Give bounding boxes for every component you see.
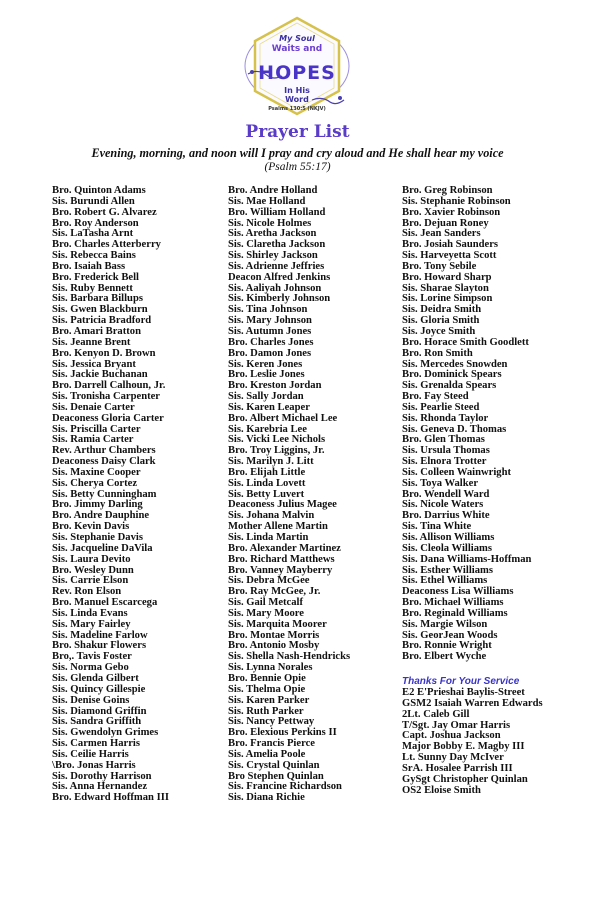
- prayer-name: Sis. Gail Metcalf: [228, 597, 304, 609]
- prayer-name: Bro. Kevin Davis: [52, 521, 130, 533]
- prayer-name: Sis. Diana Richie: [228, 792, 305, 804]
- prayer-name: Deaconess Gloria Carter: [52, 412, 164, 424]
- prayer-name: Bro. Bennie Opie: [228, 672, 306, 684]
- prayer-name: Sis. Ceilie Harris: [52, 748, 129, 760]
- prayer-name: Sis. Toya Walker: [402, 477, 479, 489]
- prayer-name: Sis. Gwen Blackburn: [52, 304, 148, 316]
- prayer-name: Sis. Maxine Cooper: [52, 466, 141, 478]
- prayer-name: Sis. Burundi Allen: [52, 195, 135, 207]
- prayer-name: Deaconess Daisy Clark: [52, 456, 156, 468]
- prayer-name: Sis. Madeline Farlow: [52, 629, 148, 641]
- prayer-name: Bro. Jimmy Darling: [52, 499, 143, 511]
- prayer-name: Sis. Nicole Waters: [402, 499, 484, 511]
- prayer-name: Sis. Adrienne Jeffries: [228, 260, 325, 272]
- prayer-name: Bro. Michael Williams: [402, 597, 504, 609]
- service-member: T/Sgt. Jay Omar Harris: [402, 719, 511, 731]
- prayer-name: Sis. Marquita Moorer: [228, 618, 327, 630]
- prayer-name: Sis. Denaie Carter: [52, 401, 135, 413]
- prayer-name: Sis. Jean Sanders: [402, 228, 481, 240]
- prayer-list-column-1: [52, 186, 169, 804]
- prayer-name: Sis. Laura Devito: [52, 553, 131, 565]
- prayer-name: Sis. Dorothy Harrison: [52, 770, 152, 782]
- prayer-name: Sis. Tina White: [402, 521, 472, 533]
- prayer-name: Sis. Nicole Holmes: [228, 217, 312, 229]
- prayer-name: Sis. Mary Moore: [228, 607, 305, 619]
- prayer-name: Sis. Keren Jones: [228, 358, 303, 370]
- prayer-name: Bro. Greg Robinson: [402, 185, 493, 196]
- service-heading: Thanks For Your Service: [402, 676, 520, 687]
- prayer-name: Sis. Jeanne Brent: [52, 336, 131, 348]
- prayer-name: Sis. Johana Malvin: [228, 510, 315, 522]
- prayer-name: Sis. Priscilla Carter: [52, 423, 141, 435]
- prayer-name: \Bro. Jonas Harris: [52, 759, 136, 771]
- prayer-name: Sis. Francine Richardson: [228, 781, 342, 793]
- prayer-list-column-3: [402, 186, 531, 663]
- prayer-name: Sis. Stephanie Robinson: [402, 195, 511, 207]
- prayer-name: Deacon Alfred Jenkins: [228, 271, 331, 283]
- prayer-name: Sis. Rebecca Bains: [52, 250, 136, 262]
- prayer-name: Sis. Gwendolyn Grimes: [52, 727, 159, 739]
- logo-line-4: In His: [284, 86, 310, 95]
- prayer-name: Sis. Sally Jordan: [228, 391, 304, 403]
- service-member: GySgt Christopher Quinlan: [402, 773, 528, 785]
- prayer-name: Sis. Shirley Jackson: [228, 250, 318, 262]
- prayer-name: Sis. Denise Goins: [52, 694, 130, 706]
- prayer-name: Sis. Linda Lovett: [228, 477, 306, 489]
- subtitle: Evening, morning, and noon will I pray and cry aloud and He shall hear my voice: [91, 146, 504, 160]
- prayer-name: Bro. Charles Jones: [228, 336, 314, 348]
- prayer-name: Sis. Jackie Buchanan: [52, 369, 148, 381]
- prayer-name: Bro. Shakur Flowers: [52, 640, 147, 652]
- prayer-list-column-2: [228, 186, 350, 804]
- prayer-name: Sis. Ethel Williams: [402, 575, 488, 587]
- prayer-name: Sis. Karebria Lee: [228, 423, 307, 435]
- prayer-name: Bro. Troy Liggins, Jr.: [228, 445, 325, 457]
- prayer-name: Sis. Karen Leaper: [228, 401, 310, 413]
- prayer-name: Sis. Sharae Slayton: [402, 282, 489, 294]
- prayer-name: Bro. Darrell Calhoun, Jr.: [52, 380, 166, 392]
- prayer-name: Bro. Alexander Martinez: [228, 542, 341, 554]
- prayer-name: Sis. Tina Johnson: [228, 304, 308, 316]
- prayer-name: Sis. Elnora Trotter: [402, 456, 487, 468]
- prayer-name: Sis. Esther Williams: [402, 564, 493, 576]
- prayer-name: Bro. Kenyon D. Brown: [52, 347, 156, 359]
- prayer-name: Bro. Howard Sharp: [402, 271, 492, 283]
- prayer-name: Bro. Dejuan Roney: [402, 217, 489, 229]
- prayer-name: Bro. Kreston Jordan: [228, 380, 322, 392]
- prayer-name: Sis. Grenalda Spears: [402, 380, 497, 392]
- service-member: Capt. Joshua Jackson: [402, 730, 501, 742]
- service-member: Lt. Sunny Day McIver: [402, 752, 504, 764]
- prayer-name: Sis. Kimberly Johnson: [228, 293, 331, 305]
- prayer-name: Bro. Elbert Wyche: [402, 651, 487, 663]
- prayer-name: Sis. Betty Luvert: [228, 488, 305, 500]
- prayer-name: Sis. Ursula Thomas: [402, 445, 490, 457]
- logo-line-1: My Soul: [279, 34, 315, 43]
- prayer-name: Bro. Andre Dauphine: [52, 510, 150, 522]
- logo-line-3: HOPES: [258, 62, 336, 84]
- prayer-name: Bro. Edward Hoffman III: [52, 792, 169, 804]
- prayer-name: Bro. Tony Sebile: [402, 260, 477, 272]
- prayer-name: Sis. Nancy Pettway: [228, 716, 315, 728]
- prayer-name: Bro. Josiah Saunders: [402, 239, 499, 251]
- prayer-name: Sis. Rhonda Taylor: [402, 412, 489, 424]
- prayer-name: Sis. Allison Williams: [402, 532, 495, 543]
- prayer-name: Bro. Elexious Perkins II: [228, 727, 337, 739]
- prayer-name: Sis. Linda Evans: [52, 607, 128, 619]
- prayer-name: Sis. Glenda Gilbert: [52, 672, 139, 684]
- prayer-name: Sis. Ramia Carter: [52, 434, 134, 446]
- prayer-name: Bro. Amari Bratton: [52, 325, 141, 337]
- prayer-name: Sis. Cherya Cortez: [52, 477, 138, 489]
- prayer-name: Sis. Vicki Lee Nichols: [228, 434, 326, 446]
- prayer-name: Sis. Karen Parker: [228, 694, 310, 706]
- prayer-name: Sis. Joyce Smith: [402, 325, 476, 337]
- prayer-name: Sis. Crystal Quinlan: [228, 759, 320, 771]
- prayer-name: Sis. Quincy Gillespie: [52, 683, 146, 695]
- prayer-name: Bro. Darrius White: [402, 510, 490, 522]
- prayer-name: Sis. Marilyn J. Litt: [228, 456, 314, 468]
- prayer-name: Sis. Mae Holland: [228, 195, 306, 207]
- prayer-name: Bro. Montae Morris: [228, 629, 320, 641]
- prayer-name: Sis. Ruby Bennett: [52, 282, 133, 294]
- prayer-name: Sis. Aaliyah Johnson: [228, 282, 322, 294]
- prayer-name: Bro Stephen Quinlan: [228, 770, 324, 782]
- prayer-name: Sis. Gloria Smith: [402, 315, 480, 327]
- prayer-name: Rev. Arthur Chambers: [52, 445, 156, 457]
- prayer-name: Bro. Manuel Escarcega: [52, 597, 158, 609]
- prayer-name: Sis. Thelma Opie: [228, 683, 306, 695]
- prayer-name: Bro. Dominick Spears: [402, 369, 502, 381]
- prayer-name: Sis. Shella Nash-Hendricks: [228, 651, 351, 663]
- logo: [240, 14, 354, 118]
- page-title: Prayer List: [245, 122, 350, 142]
- prayer-name: Bro. Andre Holland: [228, 185, 318, 196]
- prayer-name: Sis. Anna Hernandez: [52, 781, 148, 793]
- prayer-name: Bro. Reginald Williams: [402, 607, 508, 619]
- service-list: [402, 688, 543, 796]
- prayer-name: Bro. Ron Smith: [402, 347, 473, 359]
- prayer-name: Bro. Roy Anderson: [52, 217, 139, 229]
- prayer-name: Bro. Xavier Robinson: [402, 206, 501, 218]
- prayer-name: Bro. Ronnie Wright: [402, 640, 492, 652]
- logo-line-2: Waits and: [271, 44, 323, 54]
- prayer-name: Sis. Linda Martin: [228, 532, 309, 543]
- prayer-name: Bro. Wesley Dunn: [52, 564, 134, 576]
- prayer-name: Sis. Sandra Griffith: [52, 716, 142, 728]
- prayer-name: Bro. William Holland: [228, 206, 326, 218]
- prayer-name: Sis. Mary Johnson: [228, 315, 312, 327]
- prayer-name: Bro. Fay Steed: [402, 391, 469, 403]
- prayer-name: Bro. Glen Thomas: [402, 434, 485, 446]
- prayer-name: Sis. Norma Gebo: [52, 662, 129, 674]
- prayer-name: Bro. Horace Smith Goodlett: [402, 336, 529, 348]
- prayer-name: Bro. Elijah Little: [228, 466, 306, 478]
- service-member: Major Bobby E. Magby III: [402, 741, 525, 753]
- prayer-name: Bro. Quinton Adams: [52, 185, 146, 196]
- service-member: OS2 Eloise Smith: [402, 784, 481, 796]
- logo-line-6: Psalms 130:5 (NKJV): [268, 106, 326, 112]
- prayer-name: Deaconess Julius Magee: [228, 499, 337, 511]
- service-member: SrA. Hosalee Parrish III: [402, 762, 513, 774]
- prayer-name: Bro. Wendell Ward: [402, 488, 490, 500]
- prayer-name: Sis. Pearlie Steed: [402, 401, 480, 413]
- prayer-name: Sis. Carmen Harris: [52, 738, 140, 750]
- prayer-name: Sis. Stephanie Davis: [52, 532, 143, 543]
- prayer-name: Bro,. Tavis Foster: [52, 651, 132, 663]
- prayer-name: Sis. Ruth Parker: [228, 705, 304, 717]
- prayer-name: Bro. Isaiah Bass: [52, 260, 126, 272]
- prayer-name: Bro. Robert G. Alvarez: [52, 206, 157, 218]
- prayer-name: Mother Allene Martin: [228, 521, 328, 533]
- prayer-name: Bro. Antonio Mosby: [228, 640, 320, 652]
- prayer-name: Bro. Frederick Bell: [52, 271, 139, 283]
- prayer-name: Sis. Dana Williams-Hoffman: [402, 553, 532, 565]
- prayer-name: Sis. Carrie Elson: [52, 575, 129, 587]
- service-member: 2Lt. Caleb Gill: [402, 708, 470, 720]
- prayer-name: Sis. Lorine Simpson: [402, 293, 493, 305]
- prayer-name: Sis. Harveyetta Scott: [402, 250, 497, 262]
- prayer-name: Sis. Colleen Wainwright: [402, 466, 511, 478]
- prayer-name: Sis. Barbara Billups: [52, 293, 143, 305]
- prayer-name: Sis. Deidra Smith: [402, 304, 482, 316]
- prayer-name: Bro. Damon Jones: [228, 347, 312, 359]
- prayer-name: Bro. Richard Matthews: [228, 553, 335, 565]
- prayer-name: Sis. Jessica Bryant: [52, 358, 136, 370]
- prayer-name: Sis. Amelia Poole: [228, 748, 306, 760]
- prayer-name: Sis. Cleola Williams: [402, 542, 492, 554]
- prayer-name: Sis. Tronisha Carpenter: [52, 391, 161, 403]
- prayer-name: Bro. Charles Atterberry: [52, 239, 161, 251]
- prayer-name: Sis. Autumn Jones: [228, 325, 312, 337]
- prayer-name: Bro. Vanney Mayberry: [228, 564, 333, 576]
- prayer-name: Bro. Ray McGee, Jr.: [228, 586, 321, 598]
- prayer-name: Sis. Margie Wilson: [402, 618, 488, 630]
- service-member: E2 E'Prieshai Baylis-Street: [402, 687, 525, 698]
- prayer-name: Sis. Betty Cunningham: [52, 488, 157, 500]
- prayer-name: Bro. Albert Michael Lee: [228, 412, 338, 424]
- prayer-name: Deaconess Lisa Williams: [402, 586, 514, 598]
- prayer-name: Rev. Ron Elson: [52, 586, 122, 598]
- prayer-name: Sis. Diamond Griffin: [52, 705, 147, 717]
- service-member: GSM2 Isaiah Warren Edwards: [402, 697, 543, 709]
- prayer-name: Sis. Claretha Jackson: [228, 239, 326, 251]
- prayer-name: Sis. Lynna Norales: [228, 662, 313, 674]
- prayer-name: Sis. Mary Fairley: [52, 618, 131, 630]
- scripture-reference: (Psalm 55:17): [264, 161, 331, 173]
- prayer-name: Sis. Aretha Jackson: [228, 228, 317, 240]
- prayer-name: Sis. Patricia Bradford: [52, 315, 152, 327]
- prayer-name: Sis. LaTasha Arnt: [52, 228, 134, 240]
- prayer-name: Sis. Geneva D. Thomas: [402, 423, 507, 435]
- prayer-name: Sis. GeorJean Woods: [402, 629, 498, 641]
- prayer-name: Bro. Francis Pierce: [228, 738, 315, 750]
- prayer-name: Sis. Mercedes Snowden: [402, 358, 508, 370]
- prayer-name: Sis. Debra McGee: [228, 575, 310, 587]
- prayer-name: Bro. Leslie Jones: [228, 369, 305, 381]
- logo-line-5: Word: [285, 95, 309, 104]
- prayer-name: Sis. Jacqueline DaVila: [52, 542, 153, 554]
